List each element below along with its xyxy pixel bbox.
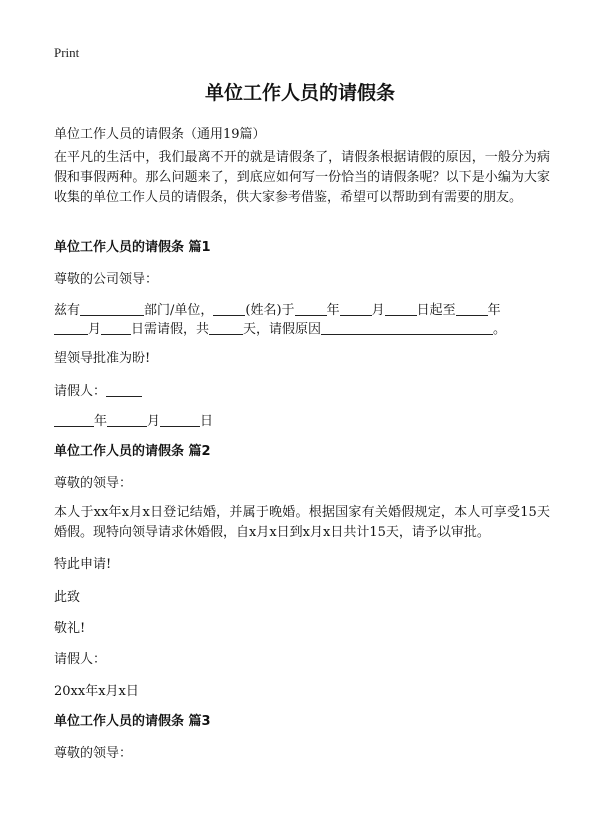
department-blank[interactable] [80,301,144,316]
date-line-1 [54,410,213,429]
name-blank[interactable] [213,301,245,316]
end-year-blank[interactable] [456,301,488,316]
section-heading-1: 单位工作人员的请假条 篇1 [54,240,211,255]
month-label: 月 [147,414,161,429]
applicant-line-2: 请假人： [54,652,107,667]
form-text: 月 [371,303,385,318]
approval-request: 望领导批准为盼! [54,351,151,366]
year-blank[interactable] [54,412,94,427]
marriage-leave-body: 本人于xx年x月x日登记结婚，并属于晚婚。根据国家有关婚假规定，本人可享受15天婚假。现特向领导请求休婚假，自x月x日到x月x日共计15天，请予以审批。 [54,505,550,540]
form-text: 。 [493,322,507,337]
start-month-blank[interactable] [340,301,372,316]
page-title: 单位工作人员的请假条 [204,82,395,104]
applicant-line-1 [54,380,142,399]
subtitle: 单位工作人员的请假条（通用19篇） [54,127,266,142]
form-text: 年 [487,303,501,318]
end-month-blank[interactable] [54,320,88,335]
leave-form-line-2 [54,318,506,337]
intro-paragraph: 在平凡的生活中，我们最离不开的就是请假条了，请假条根据请假的原因，一般分为病假和事假两种。那么问题来了，到底应如何写一份恰当的请假条呢？以下是小编为大家收集的单位工作人员的请假条，供大家参考借鉴，希望可以帮助到有需要的朋友。 [54,150,550,205]
form-text: 天，请假原因 [243,322,322,337]
day-blank[interactable] [160,412,200,427]
section-heading-2: 单位工作人员的请假条 篇2 [54,444,211,459]
form-text: 部门/单位， [144,303,214,318]
closing-line-1: 此致 [54,590,81,605]
section-heading-3: 单位工作人员的请假条 篇3 [54,714,211,729]
print-link[interactable]: Print [54,45,80,60]
leave-form-line-1 [54,299,501,318]
reason-blank[interactable] [321,320,493,335]
start-day-blank[interactable] [385,301,417,316]
request-statement: 特此申请! [54,557,112,572]
day-label: 日 [200,414,214,429]
year-label: 年 [94,414,108,429]
salutation-2: 尊敬的领导： [54,476,133,491]
form-text: 日起至 [416,303,456,318]
salutation-1: 尊敬的公司领导： [54,272,159,287]
form-text: 日需请假，共 [131,322,210,337]
form-text: 兹有 [54,303,81,318]
form-text: 月 [88,322,102,337]
applicant-label: 请假人： [54,384,107,399]
salutation-3: 尊敬的领导： [54,746,133,761]
date-line-2: 20xx年x月x日 [54,684,139,699]
closing-line-2: 敬礼! [54,621,86,636]
month-blank[interactable] [107,412,147,427]
start-year-blank[interactable] [295,301,327,316]
form-text: (姓名)于 [245,303,295,318]
applicant-blank[interactable] [106,382,142,397]
form-text: 年 [326,303,340,318]
days-blank[interactable] [209,320,243,335]
end-day-blank[interactable] [101,320,131,335]
